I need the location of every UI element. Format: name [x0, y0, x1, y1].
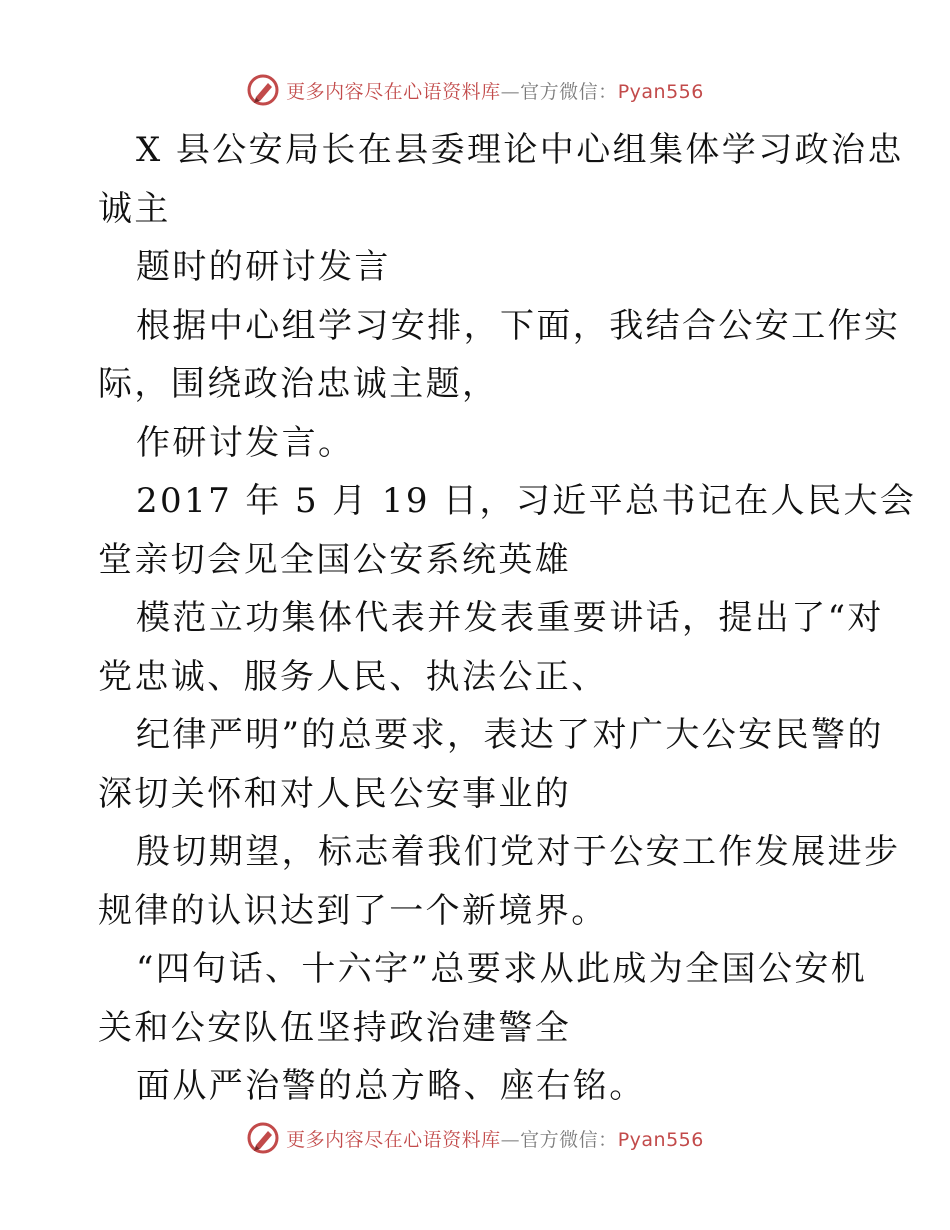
text-line: X 县公安局长在县委理论中心组集体学习政治忠	[136, 130, 904, 170]
text-line: 2017 年 5 月 19 日，习近平总书记在人民大会	[136, 481, 917, 521]
text-line: “四句话、十六字”总要求从此成为全国公安机	[136, 949, 868, 989]
text-line: 堂亲切会见全国公安系统英雄	[98, 539, 572, 580]
text-line: 模范立功集体代表并发表重要讲话，提出了“对	[136, 598, 884, 638]
text-line: 规律的认识达到了一个新境界。	[98, 890, 608, 931]
text-line: 深切关怀和对人民公安事业的	[98, 773, 572, 814]
text-line: 际，围绕政治忠诚主题，	[98, 364, 499, 404]
text-line: 诚主	[98, 188, 171, 229]
pen-logo-icon	[246, 1121, 280, 1155]
watermark-text: 更多内容尽在心语资料库—官方微信：Pyan556	[286, 80, 704, 103]
header-watermark	[0, 70, 950, 110]
text-line: 关和公安队伍坚持政治建警全	[98, 1007, 572, 1048]
text-line: 纪律严明”的总要求，表达了对广大公安民警的	[136, 715, 884, 755]
footer-watermark	[0, 1118, 950, 1158]
text-line: 殷切期望，标志着我们党对于公安工作发展进步	[136, 832, 901, 872]
document-body	[98, 121, 917, 1116]
text-line: 面从严治警的总方略、座右铭。	[136, 1066, 646, 1106]
text-line: 题时的研讨发言	[136, 247, 391, 287]
pen-logo-icon	[246, 73, 280, 107]
text-line: 党忠诚、服务人民、执法公正、	[98, 656, 608, 697]
text-line: 作研讨发言。	[136, 422, 355, 463]
text-line: 根据中心组学习安排，下面，我结合公安工作实	[136, 305, 901, 346]
watermark-text: 更多内容尽在心语资料库—官方微信：Pyan556	[286, 1128, 704, 1151]
